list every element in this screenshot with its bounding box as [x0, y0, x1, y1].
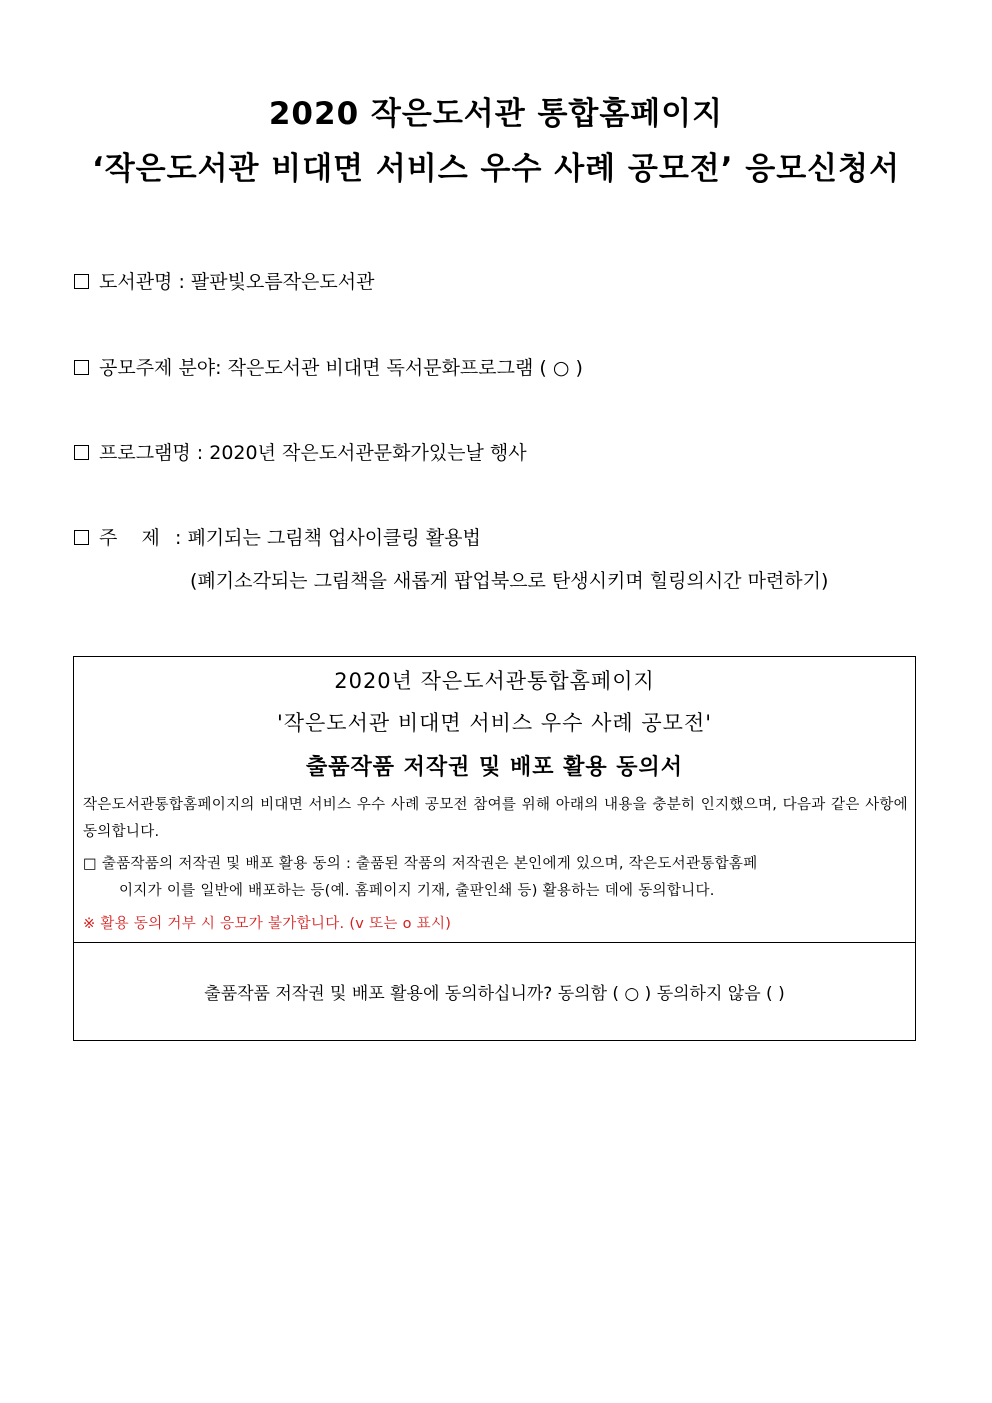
- theme-field: [74, 353, 583, 380]
- library-name-text: 도서관명 : 팔판빛오름작은도서관: [99, 271, 375, 293]
- topic-subtitle: (폐기소각되는 그림책을 새롭게 팝업북으로 탄생시키며 힐링의시간 마련하기): [190, 570, 829, 592]
- consent-question: 출품작품 저작권 및 배포 활용에 동의하십니까? 동의함 ( ○ ) 동의하지 않음 ( ): [204, 984, 785, 1004]
- document-title-line2: ‘작은도서관 비대면 서비스 우수 사례 공모전’ 응모신청서: [91, 151, 901, 187]
- consent-warning: ※ 활용 동의 거부 시 응모가 불가합니다. (v 또는 o 표시): [83, 916, 452, 932]
- consent-title-line3: 출품작품 저작권 및 배포 활용 동의서: [305, 755, 684, 780]
- consent-item: [83, 851, 908, 905]
- library-name-field: [74, 267, 374, 294]
- consent-divider: [74, 942, 915, 943]
- topic-field: [74, 523, 481, 550]
- consent-item-line1: □ 출품작품의 저작권 및 배포 활용 동의 : 출품된 작품의 저작권은 본인에게 있으며, 작은도서관통합홈페: [83, 856, 758, 872]
- checkbox-icon: [74, 274, 89, 289]
- consent-intro: 작은도서관통합홈페이지의 비대면 서비스 우수 사례 공모전 참여를 위해 아래의 내용을 충분히 인지했으며, 다음과 같은 사항에 동의합니다.: [83, 797, 908, 840]
- checkbox-icon: [74, 360, 89, 375]
- consent-title-line2: '작은도서관 비대면 서비스 우수 사례 공모전': [276, 711, 713, 735]
- topic-label: 주 제: [99, 527, 160, 549]
- program-name-text: 프로그램명 : 2020년 작은도서관문화가있는날 행사: [99, 442, 527, 464]
- checkbox-icon: [74, 530, 89, 545]
- consent-form-box: [73, 656, 916, 1041]
- consent-title-line1: 2020년 작은도서관통합홈페이지: [334, 669, 655, 693]
- topic-value: : 폐기되는 그림책 업사이클링 활용법: [175, 527, 481, 549]
- document-title-line1: 2020 작은도서관 통합홈페이지: [268, 96, 724, 132]
- checkbox-icon: [74, 445, 89, 460]
- program-name-field: [74, 438, 527, 465]
- consent-item-line2: 이지가 이를 일반에 배포하는 등(예. 홈페이지 기재, 출판인쇄 등) 활용하는 데에 동의합니다.: [119, 883, 715, 899]
- theme-field-text: 공모주제 분야: 작은도서관 비대면 독서문화프로그램 ( ○ ): [99, 357, 583, 379]
